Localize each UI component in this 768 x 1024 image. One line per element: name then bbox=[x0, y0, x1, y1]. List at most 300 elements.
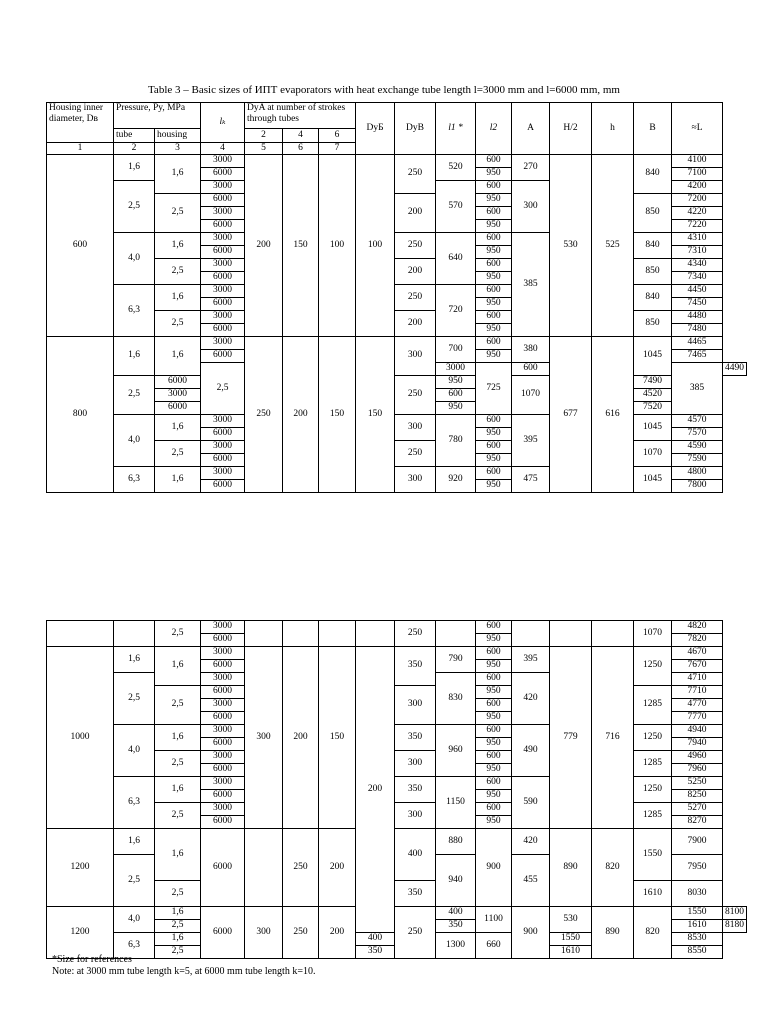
table-cell: 2,5 bbox=[155, 441, 201, 467]
table-cell: 7200 bbox=[672, 194, 723, 207]
table-cell: 4770 bbox=[672, 699, 723, 712]
header-dya: DyA at number of strokes through tubes bbox=[245, 103, 356, 129]
table-cell: 950 bbox=[476, 660, 512, 673]
table-cell: 1285 bbox=[634, 751, 672, 777]
table-cell: 1045 bbox=[634, 337, 672, 376]
table-cell: 7340 bbox=[672, 272, 723, 285]
header-h2: H/2 bbox=[550, 103, 592, 155]
header-h: h bbox=[592, 103, 634, 155]
table-cell: 455 bbox=[512, 855, 550, 907]
table-cell: 200 bbox=[395, 194, 436, 233]
table-cell: 530 bbox=[550, 907, 592, 933]
col-number: 1 bbox=[47, 143, 114, 155]
header-dyb: DyB bbox=[395, 103, 436, 155]
table-cell: 600 bbox=[476, 285, 512, 298]
table-cell: 300 bbox=[512, 181, 550, 233]
table-cell: 8530 bbox=[672, 933, 723, 946]
table-cell: 4220 bbox=[672, 207, 723, 220]
table-cell: 1,6 bbox=[155, 467, 201, 493]
col-number: 6 bbox=[283, 143, 319, 155]
table-cell: 385 bbox=[512, 233, 550, 337]
header-pressure: Pressure, Py, MPa bbox=[114, 103, 201, 129]
table-cell: 7670 bbox=[672, 660, 723, 673]
table-cell: 3000 bbox=[201, 725, 245, 738]
table-cell: 2,5 bbox=[155, 686, 201, 725]
table-cell: 350 bbox=[395, 725, 436, 751]
table-cell: 1610 bbox=[672, 920, 723, 933]
table-cell: 6000 bbox=[201, 220, 245, 233]
table-cell: 780 bbox=[436, 415, 476, 467]
table-cell: 4670 bbox=[672, 647, 723, 660]
table-cell: 7800 bbox=[672, 480, 723, 493]
table-cell: 1285 bbox=[634, 686, 672, 725]
table-cell: 6000 bbox=[201, 712, 245, 725]
table-row bbox=[47, 621, 747, 634]
table-cell: 850 bbox=[634, 311, 672, 337]
table-cell: 200 bbox=[283, 337, 319, 493]
table-cell: 6000 bbox=[201, 168, 245, 181]
table-cell: 2,5 bbox=[155, 751, 201, 777]
table-cell: 7480 bbox=[672, 324, 723, 337]
table-cell: 6000 bbox=[201, 738, 245, 751]
table-cell: 1550 bbox=[550, 933, 592, 946]
table-cell: 890 bbox=[550, 829, 592, 907]
table-cell: 6000 bbox=[155, 376, 201, 389]
table-cell: 1250 bbox=[634, 777, 672, 803]
table-cell: 250 bbox=[395, 233, 436, 259]
table-cell: 830 bbox=[436, 673, 476, 725]
table-cell: 490 bbox=[512, 725, 550, 777]
table-cell: 725 bbox=[476, 363, 512, 415]
table-row bbox=[47, 647, 747, 660]
table-cell: 900 bbox=[476, 829, 512, 907]
table-cell: 820 bbox=[634, 907, 672, 959]
table-cell: 150 bbox=[356, 337, 395, 493]
table-cell: 1100 bbox=[476, 907, 512, 933]
table-cell: 1250 bbox=[634, 647, 672, 686]
table-cell: 300 bbox=[395, 751, 436, 777]
table-cell bbox=[512, 621, 550, 647]
table-cell: 1285 bbox=[634, 803, 672, 829]
table-cell: 3000 bbox=[201, 233, 245, 246]
table-cell: 400 bbox=[356, 933, 395, 946]
table-cell: 2,5 bbox=[155, 259, 201, 285]
table-cell: 200 bbox=[283, 647, 319, 829]
table-cell: 1,6 bbox=[114, 647, 155, 673]
col-number: 5 bbox=[245, 143, 283, 155]
header-a: A bbox=[512, 103, 550, 155]
table-cell: 7820 bbox=[672, 634, 723, 647]
table-cell: 6000 bbox=[201, 324, 245, 337]
table-cell: 6000 bbox=[201, 480, 245, 493]
table-cell: 4570 bbox=[672, 415, 723, 428]
table-cell: 5270 bbox=[672, 803, 723, 816]
table-cell: 3000 bbox=[201, 155, 245, 168]
header-housing-diameter: Housing inner diameter, Dв bbox=[47, 103, 114, 143]
table-cell bbox=[356, 621, 395, 647]
table-cell: 250 bbox=[395, 441, 436, 467]
table-body-part-1 bbox=[47, 155, 747, 493]
table-cell bbox=[47, 621, 114, 647]
table-cell bbox=[245, 829, 283, 907]
table-cell: 7710 bbox=[672, 686, 723, 699]
table-cell: 660 bbox=[476, 933, 512, 959]
footnote-note: Note: at 3000 mm tube length k=5, at 6000 mm tube length k=10. bbox=[52, 966, 316, 977]
table-row bbox=[47, 155, 747, 168]
table-cell: 950 bbox=[476, 168, 512, 181]
table-cell: 6000 bbox=[201, 634, 245, 647]
table-row bbox=[47, 233, 747, 246]
table-cell: 4940 bbox=[672, 725, 723, 738]
table-cell: 8270 bbox=[672, 816, 723, 829]
table-row bbox=[47, 725, 747, 738]
table-cell: 4710 bbox=[672, 673, 723, 686]
table-cell: 950 bbox=[476, 686, 512, 699]
table-cell: 3000 bbox=[201, 285, 245, 298]
table-cell: 1,6 bbox=[155, 233, 201, 259]
table-cell: 200 bbox=[395, 259, 436, 285]
table-cell: 8250 bbox=[672, 790, 723, 803]
table-cell: 616 bbox=[592, 337, 634, 493]
table-cell: 1300 bbox=[436, 933, 476, 959]
table-cell: 950 bbox=[436, 376, 476, 389]
table-cell: 2,5 bbox=[155, 311, 201, 337]
table-cell: 3000 bbox=[201, 181, 245, 194]
table-cell: 420 bbox=[512, 673, 550, 725]
table-cell: 3000 bbox=[201, 207, 245, 220]
table-cell: 4960 bbox=[672, 751, 723, 764]
table-cell: 920 bbox=[436, 467, 476, 493]
table-cell: 350 bbox=[395, 777, 436, 803]
table-cell: 250 bbox=[395, 285, 436, 311]
table-cell: 600 bbox=[476, 725, 512, 738]
table-cell: 950 bbox=[476, 816, 512, 829]
table-cell: 1,6 bbox=[155, 647, 201, 686]
table-cell: 590 bbox=[512, 777, 550, 829]
table-cell: 6000 bbox=[201, 790, 245, 803]
table-cell: 677 bbox=[550, 337, 592, 493]
table-cell: 8100 bbox=[723, 907, 747, 920]
col-number: 7 bbox=[319, 143, 356, 155]
table-cell: 600 bbox=[476, 803, 512, 816]
header-l2: l2 bbox=[476, 103, 512, 155]
table-cell: 1045 bbox=[634, 415, 672, 441]
table-cell: 3000 bbox=[201, 467, 245, 480]
table-cell: 950 bbox=[476, 298, 512, 311]
table-cell: 950 bbox=[476, 428, 512, 441]
table-cell: 2,5 bbox=[114, 181, 155, 233]
table-cell: 1,6 bbox=[155, 907, 201, 920]
table-cell bbox=[283, 621, 319, 647]
table-cell: 6000 bbox=[201, 907, 245, 959]
table-cell: 250 bbox=[395, 376, 436, 415]
table-cell: 4590 bbox=[672, 441, 723, 454]
table-cell: 600 bbox=[47, 155, 114, 337]
table-cell: 350 bbox=[395, 881, 436, 907]
header-dya-2: 2 bbox=[245, 129, 283, 143]
table-cell: 3000 bbox=[201, 415, 245, 428]
table-cell: 200 bbox=[245, 155, 283, 337]
table-cell: 4820 bbox=[672, 621, 723, 634]
table-cell: 3000 bbox=[201, 803, 245, 816]
table-cell: 6000 bbox=[201, 686, 245, 699]
footnote-reference: *Size for references bbox=[52, 954, 132, 965]
table-cell: 300 bbox=[245, 907, 283, 959]
table-cell: 790 bbox=[436, 647, 476, 673]
table-cell: 720 bbox=[436, 285, 476, 337]
table-cell: 6000 bbox=[201, 454, 245, 467]
table-cell: 300 bbox=[395, 415, 436, 441]
table-cell: 940 bbox=[436, 855, 476, 907]
table-cell: 5250 bbox=[672, 777, 723, 790]
table-cell: 880 bbox=[436, 829, 476, 855]
table-cell: 1550 bbox=[634, 829, 672, 881]
table-cell: 7100 bbox=[672, 168, 723, 181]
table-cell: 200 bbox=[395, 311, 436, 337]
table-cell: 400 bbox=[436, 907, 476, 920]
table-cell: 950 bbox=[476, 350, 512, 363]
table-cell: 820 bbox=[592, 829, 634, 907]
table-body-part-2 bbox=[47, 621, 747, 959]
table-cell: 6000 bbox=[201, 764, 245, 777]
table-cell: 7940 bbox=[672, 738, 723, 751]
table-cell: 950 bbox=[476, 246, 512, 259]
table-row bbox=[47, 829, 747, 842]
table-cell: 475 bbox=[512, 467, 550, 493]
table-row bbox=[47, 285, 747, 298]
table-cell: 7310 bbox=[672, 246, 723, 259]
table-cell: 950 bbox=[476, 220, 512, 233]
table-cell: 600 bbox=[476, 441, 512, 454]
table-cell: 2,5 bbox=[155, 621, 201, 647]
table-cell: 600 bbox=[436, 389, 476, 402]
table-cell: 600 bbox=[476, 673, 512, 686]
table-cell: 900 bbox=[512, 907, 550, 959]
table-cell: 700 bbox=[436, 337, 476, 363]
table-cell: 850 bbox=[634, 259, 672, 285]
header-pressure-housing: housing bbox=[155, 129, 201, 143]
table-cell: 530 bbox=[550, 155, 592, 337]
table-cell: 6,3 bbox=[114, 933, 155, 959]
table-cell: 6000 bbox=[201, 246, 245, 259]
table-cell: 6000 bbox=[155, 402, 201, 415]
table-cell: 250 bbox=[395, 621, 436, 647]
header-dya-4: 4 bbox=[283, 129, 319, 143]
table-cell: 250 bbox=[283, 829, 319, 907]
table-cell: 2,5 bbox=[155, 946, 201, 959]
table-row bbox=[47, 907, 747, 920]
table-cell: 1,6 bbox=[155, 285, 201, 311]
table-cell: 400 bbox=[395, 829, 436, 881]
table-cell: 7590 bbox=[672, 454, 723, 467]
table-cell: 950 bbox=[436, 402, 476, 415]
table-cell bbox=[592, 621, 634, 647]
table-cell: 4,0 bbox=[114, 907, 155, 933]
table-cell: 4800 bbox=[672, 467, 723, 480]
table-cell: 200 bbox=[356, 647, 395, 933]
table-cell: 385 bbox=[672, 363, 723, 415]
table-cell: 840 bbox=[634, 155, 672, 194]
table-cell: 1610 bbox=[550, 946, 592, 959]
table-cell: 6000 bbox=[201, 194, 245, 207]
table-cell: 600 bbox=[476, 699, 512, 712]
table-cell: 1,6 bbox=[155, 829, 201, 881]
table-cell: 4520 bbox=[634, 389, 672, 402]
table-cell: 2,5 bbox=[155, 881, 201, 907]
col-number: 2 bbox=[114, 143, 155, 155]
table-cell: 1,6 bbox=[114, 155, 155, 181]
table-cell: 1045 bbox=[634, 467, 672, 493]
table-cell: 2,5 bbox=[201, 363, 245, 415]
table-cell: 250 bbox=[395, 155, 436, 194]
table-cell bbox=[245, 621, 283, 647]
table-cell: 600 bbox=[476, 751, 512, 764]
table-cell: 3000 bbox=[201, 441, 245, 454]
table-cell: 4450 bbox=[672, 285, 723, 298]
table-cell: 520 bbox=[436, 155, 476, 181]
table-cell: 4490 bbox=[723, 363, 747, 376]
table-cell: 1,6 bbox=[155, 725, 201, 751]
table-cell: 2,5 bbox=[114, 673, 155, 725]
table-cell bbox=[436, 621, 476, 647]
table-cell: 7770 bbox=[672, 712, 723, 725]
table-cell: 960 bbox=[436, 725, 476, 777]
table-cell: 6,3 bbox=[114, 777, 155, 829]
table-cell: 950 bbox=[476, 790, 512, 803]
table-cell: 716 bbox=[592, 647, 634, 829]
table-cell: 150 bbox=[283, 155, 319, 337]
table-cell: 640 bbox=[436, 233, 476, 285]
table-cell: 4,0 bbox=[114, 725, 155, 777]
table-cell: 300 bbox=[245, 647, 283, 829]
table-cell: 3000 bbox=[155, 389, 201, 402]
table-cell: 600 bbox=[476, 467, 512, 480]
table-cell: 950 bbox=[476, 764, 512, 777]
table-cell bbox=[319, 621, 356, 647]
table-cell: 250 bbox=[245, 337, 283, 493]
table-cell: 3000 bbox=[436, 363, 476, 376]
table-cell: 3000 bbox=[201, 621, 245, 634]
table-row bbox=[47, 376, 747, 389]
table-cell: 4480 bbox=[672, 311, 723, 324]
table-cell: 7900 bbox=[672, 829, 723, 855]
table-cell: 4,0 bbox=[114, 233, 155, 285]
table-cell: 420 bbox=[512, 829, 550, 855]
table-cell: 1,6 bbox=[155, 155, 201, 194]
header-pressure-tube: tube bbox=[114, 129, 155, 143]
table-cell: 395 bbox=[512, 415, 550, 467]
table-cell bbox=[550, 621, 592, 647]
table-cell: 2,5 bbox=[114, 376, 155, 415]
table-cell: 150 bbox=[319, 647, 356, 829]
table-cell: 600 bbox=[476, 311, 512, 324]
table-cell: 100 bbox=[356, 155, 395, 337]
table-cell: 850 bbox=[634, 194, 672, 233]
table-cell: 570 bbox=[436, 181, 476, 233]
table-cell: 950 bbox=[476, 634, 512, 647]
table-cell: 4310 bbox=[672, 233, 723, 246]
table-cell: 200 bbox=[319, 829, 356, 907]
table-cell: 6000 bbox=[201, 816, 245, 829]
table-cell: 250 bbox=[395, 907, 436, 959]
table-cell: 4,0 bbox=[114, 415, 155, 467]
table-cell: 300 bbox=[395, 803, 436, 829]
table-cell: 6,3 bbox=[114, 285, 155, 337]
table-cell: 800 bbox=[47, 337, 114, 493]
col-number: 4 bbox=[201, 143, 245, 155]
table-row bbox=[47, 777, 747, 790]
table-cell: 8550 bbox=[672, 946, 723, 959]
table-cell: 1,6 bbox=[155, 777, 201, 803]
table-cell: 2,5 bbox=[155, 920, 201, 933]
table-cell: 1200 bbox=[47, 829, 114, 907]
table-cell: 950 bbox=[476, 454, 512, 467]
table-cell: 600 bbox=[476, 647, 512, 660]
table-cell: 2,5 bbox=[155, 803, 201, 829]
table-cell: 3000 bbox=[201, 647, 245, 660]
table-cell: 6000 bbox=[201, 428, 245, 441]
table-cell: 1,6 bbox=[155, 415, 201, 441]
table-cell: 1,6 bbox=[155, 933, 201, 946]
table-cell: 4100 bbox=[672, 155, 723, 168]
table-cell: 1,6 bbox=[114, 337, 155, 376]
table-cell: 600 bbox=[476, 259, 512, 272]
table-cell: 8180 bbox=[723, 920, 747, 933]
table-cell: 7570 bbox=[672, 428, 723, 441]
table-row bbox=[47, 337, 747, 350]
table-cell: 1070 bbox=[634, 441, 672, 467]
table-cell: 6000 bbox=[201, 298, 245, 311]
table-cell: 3000 bbox=[201, 751, 245, 764]
table-cell: 7450 bbox=[672, 298, 723, 311]
table-cell: 950 bbox=[476, 712, 512, 725]
table-cell: 3000 bbox=[201, 337, 245, 350]
table-cell: 1070 bbox=[634, 621, 672, 647]
table-cell: 250 bbox=[283, 907, 319, 959]
table-cell: 7465 bbox=[672, 350, 723, 363]
table-cell: 7520 bbox=[634, 402, 672, 415]
table-cell: 8030 bbox=[672, 881, 723, 907]
table-cell: 3000 bbox=[201, 673, 245, 686]
table-cell: 4340 bbox=[672, 259, 723, 272]
table-cell: 1070 bbox=[512, 376, 550, 415]
table-cell: 3000 bbox=[201, 699, 245, 712]
table-cell: 840 bbox=[634, 285, 672, 311]
table-cell: 600 bbox=[476, 233, 512, 246]
table-cell: 1200 bbox=[47, 907, 114, 959]
table-cell: 950 bbox=[476, 272, 512, 285]
table-cell: 6000 bbox=[201, 829, 245, 907]
header-dya-6: 6 bbox=[319, 129, 356, 143]
table-cell: 7950 bbox=[672, 855, 723, 881]
table-cell: 6000 bbox=[201, 660, 245, 673]
sizes-table-part-1 bbox=[46, 102, 747, 493]
table-cell: 600 bbox=[476, 415, 512, 428]
table-cell: 950 bbox=[476, 738, 512, 751]
table-cell: 395 bbox=[512, 647, 550, 673]
table-cell: 950 bbox=[476, 324, 512, 337]
table-cell: 2,5 bbox=[114, 855, 155, 907]
table-cell: 6000 bbox=[201, 350, 245, 363]
table-cell: 100 bbox=[319, 155, 356, 337]
table-cell: 7490 bbox=[634, 376, 672, 389]
header-l: ≈L bbox=[672, 103, 723, 155]
table-cell: 150 bbox=[319, 337, 356, 493]
table-cell: 270 bbox=[512, 155, 550, 181]
table-cell: 7220 bbox=[672, 220, 723, 233]
table-caption: Table 3 – Basic sizes of ИПТ evaporators with heat exchange tube length l=3000 mm and l=6000 mm, mm bbox=[147, 84, 620, 96]
table-cell: 600 bbox=[476, 621, 512, 634]
